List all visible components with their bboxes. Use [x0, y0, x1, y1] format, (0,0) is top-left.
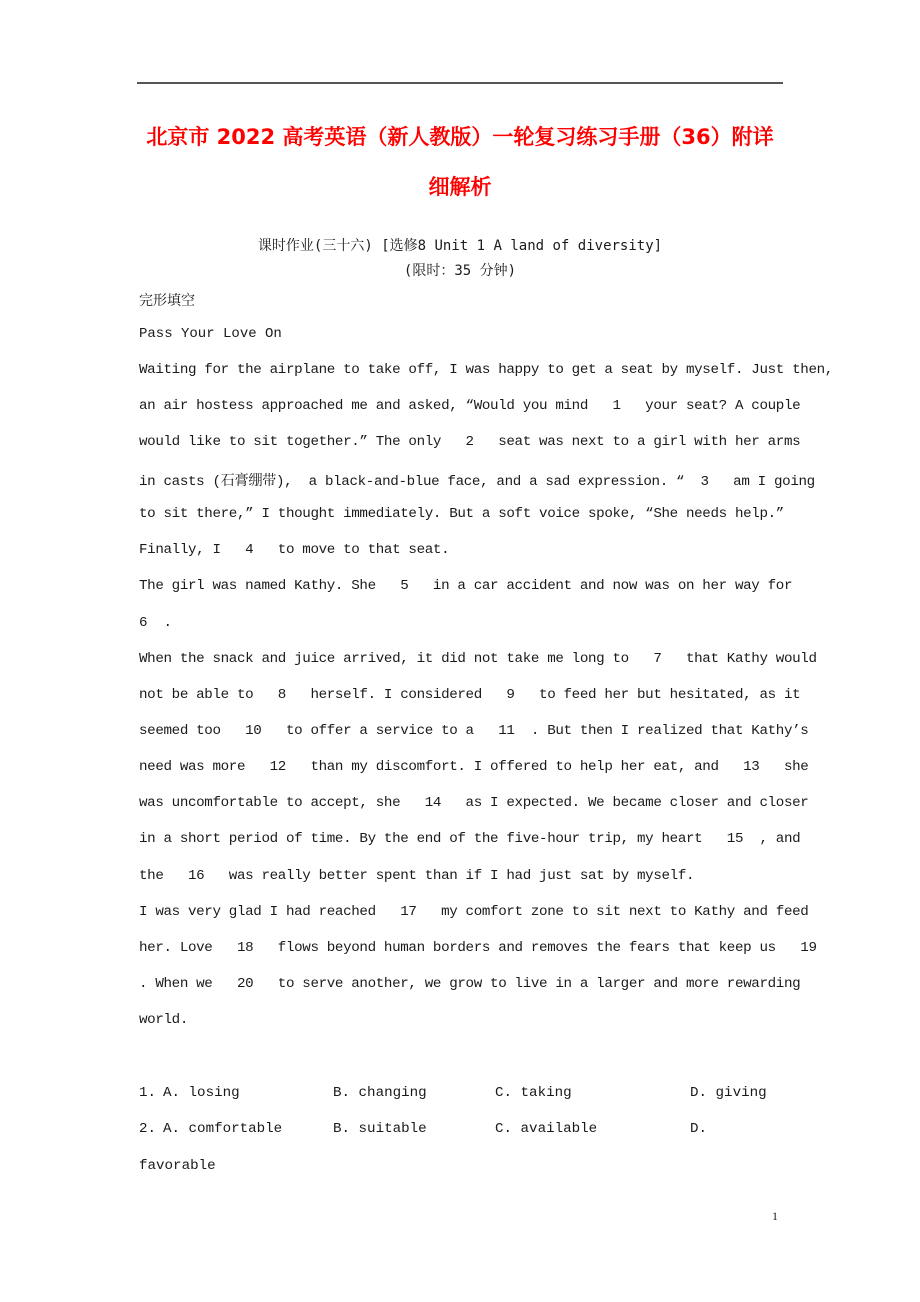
passage-line: in casts (石膏绷带), a black-and-blue face, and a sad expression. “ 3 am I going: [139, 474, 815, 490]
passage-line: . When we 20 to serve another, we grow to live in a larger and more rewarding: [139, 976, 801, 992]
passage-line: The girl was named Kathy. She 5 in a car accident and now was on her way for: [139, 578, 793, 594]
passage-line: seemed too 10 to offer a service to a 11 . But then I realized that Kathy’s: [139, 723, 809, 739]
page-number: 1: [772, 1209, 778, 1223]
lesson-subtitle: 课时作业(三十六) [选修8 Unit 1 A land of diversity]: [257, 238, 663, 254]
passage-line: not be able to 8 herself. I considered 9 to feed her but hesitated, as it: [139, 687, 801, 703]
option-d: D. giving: [690, 1085, 767, 1101]
question-number: 1.: [139, 1085, 157, 1101]
passage-line: to sit there,” I thought immediately. But a soft voice spoke, “She needs help.”: [139, 506, 784, 522]
passage-line: an air hostess approached me and asked, “Would you mind 1 your seat? A couple: [139, 398, 801, 414]
passage-line: When the snack and juice arrived, it did not take me long to 7 that Kathy would: [139, 651, 817, 667]
passage-line: Waiting for the airplane to take off, I was happy to get a seat by myself. Just then,: [139, 362, 833, 378]
passage-line: her. Love 18 flows beyond human borders and removes the fears that keep us 19: [139, 940, 817, 956]
option-b: B. changing: [333, 1085, 427, 1101]
option-b: B. suitable: [333, 1121, 427, 1137]
option-a: A. comfortable: [163, 1121, 283, 1137]
option-c: C. available: [495, 1121, 598, 1137]
passage-line: in a short period of time. By the end of the five-hour trip, my heart 15 , and: [139, 831, 801, 847]
section-label: 完形填空: [139, 293, 195, 309]
passage-line: I was very glad I had reached 17 my comfort zone to sit next to Kathy and feed: [139, 904, 809, 920]
passage-line: Finally, I 4 to move to that seat.: [139, 542, 450, 558]
option-d: D.: [690, 1121, 708, 1137]
question-row: [139, 1085, 819, 1105]
passage-line: was uncomfortable to accept, she 14 as I expected. We became closer and closer: [139, 795, 809, 811]
passage-line: world.: [139, 1012, 188, 1028]
option-c: C. taking: [495, 1085, 572, 1101]
passage-line: 6 .: [139, 615, 172, 631]
passage-line: the 16 was really better spent than if I had just sat by myself.: [139, 868, 695, 884]
document-title-continued: 细解析: [428, 175, 492, 199]
time-limit: (限时：35 分钟): [403, 263, 517, 279]
question-row: [139, 1121, 819, 1141]
header-rule: [137, 82, 783, 84]
option-a: A. losing: [163, 1085, 240, 1101]
passage-line: would like to sit together.” The only 2 seat was next to a girl with her arms: [139, 434, 801, 450]
option-d-wrapped-text: favorable: [139, 1158, 216, 1174]
passage-line: need was more 12 than my discomfort. I offered to help her eat, and 13 she: [139, 759, 809, 775]
document-title: 北京市 2022 高考英语（新人教版）一轮复习练习手册（36）附详: [146, 125, 774, 149]
passage-title: Pass Your Love On: [139, 326, 282, 342]
question-number: 2.: [139, 1121, 157, 1137]
